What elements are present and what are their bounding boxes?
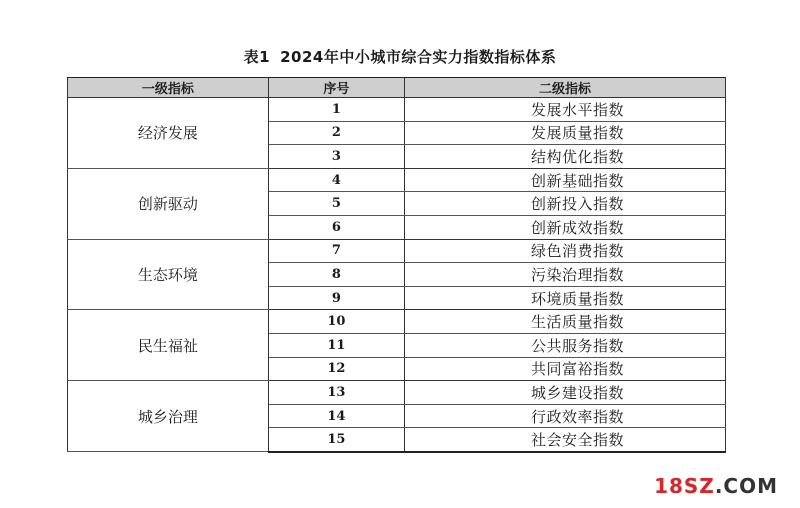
level2-indicator: 生活质量指数: [404, 310, 725, 334]
row-number: 3: [268, 145, 404, 169]
level2-indicator: 城乡建设指数: [404, 381, 725, 405]
header-level2: 二级指标: [404, 78, 725, 98]
row-number: 6: [268, 215, 404, 239]
level2-indicator: 发展质量指数: [404, 121, 725, 145]
level1-wellbeing: 民生福祉: [68, 310, 269, 381]
watermark-domain: .COM: [714, 474, 778, 498]
level2-indicator: 共同富裕指数: [404, 357, 725, 381]
table-row: [68, 98, 726, 122]
level2-indicator: 发展水平指数: [404, 98, 725, 122]
row-number: 12: [268, 357, 404, 381]
row-number: 4: [268, 168, 404, 192]
row-number: 11: [268, 333, 404, 357]
watermark-brand: 18SZ: [654, 474, 715, 498]
table-title: [0, 46, 800, 67]
table-row: [68, 310, 726, 334]
level2-indicator: 行政效率指数: [404, 404, 725, 428]
level2-indicator: 创新成效指数: [404, 215, 725, 239]
level1-innovation: 创新驱动: [68, 168, 269, 239]
level2-indicator: 污染治理指数: [404, 263, 725, 287]
level2-indicator: 公共服务指数: [404, 333, 725, 357]
row-number: 15: [268, 428, 404, 452]
table-row: [68, 239, 726, 263]
row-number: 13: [268, 381, 404, 405]
site-watermark: [654, 474, 778, 498]
row-number: 9: [268, 286, 404, 310]
table-number: 表1: [243, 48, 271, 66]
indicator-table: [67, 77, 726, 453]
row-number: 14: [268, 404, 404, 428]
row-number: 10: [268, 310, 404, 334]
header-row: [68, 78, 726, 98]
level2-indicator: 环境质量指数: [404, 286, 725, 310]
level2-indicator: 社会安全指数: [404, 428, 725, 452]
level2-indicator: 创新基础指数: [404, 168, 725, 192]
row-number: 1: [268, 98, 404, 122]
level1-ecology: 生态环境: [68, 239, 269, 310]
table-caption: 2024年中小城市综合实力指数指标体系: [280, 48, 557, 66]
row-number: 7: [268, 239, 404, 263]
table-row: [68, 381, 726, 405]
header-level1: 一级指标: [68, 78, 269, 98]
level2-indicator: 绿色消费指数: [404, 239, 725, 263]
level2-indicator: 结构优化指数: [404, 145, 725, 169]
row-number: 8: [268, 263, 404, 287]
row-number: 2: [268, 121, 404, 145]
level1-economy: 经济发展: [68, 98, 269, 169]
row-number: 5: [268, 192, 404, 216]
header-index: 序号: [268, 78, 404, 98]
level2-indicator: 创新投入指数: [404, 192, 725, 216]
level1-governance: 城乡治理: [68, 381, 269, 452]
table-row: [68, 168, 726, 192]
